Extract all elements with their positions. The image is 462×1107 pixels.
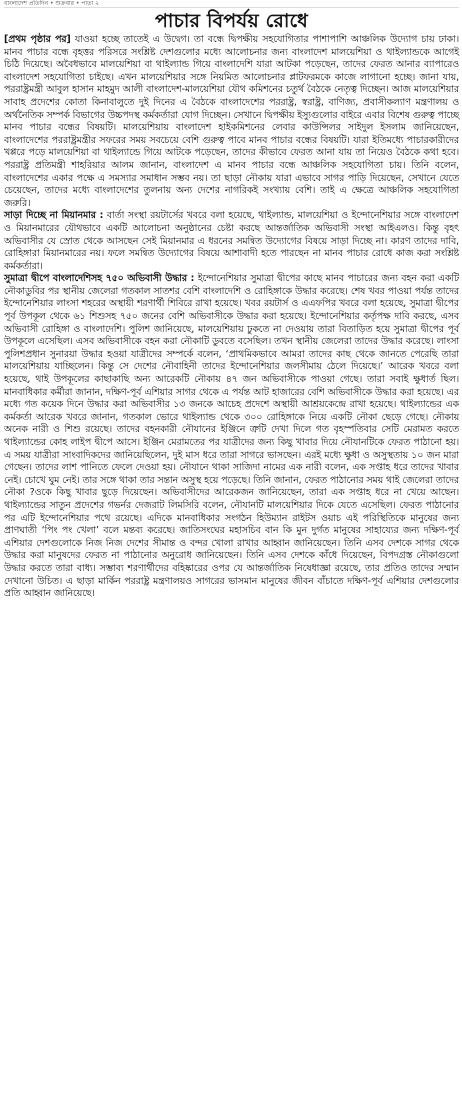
subhead-myanmar: সাড়া দিচ্ছে না মিয়ানমার : — [4, 210, 104, 222]
paragraph-intro — [4, 34, 459, 210]
paragraph-myanmar-text: বার্তা সংস্থা রয়টার্সের খবরে বলা হয়েছে, থাইল্যান্ড, মালয়েশিয়া ও ইন্দোনেশিয়ার সঙ্গে বাংলাদেশ ও মিয়ানমারের যৌথভাবে একটি আলোচনা অনুষ্ঠানের চেষ্টা করছে আন্তর্জাতিক অভিবাসী সংস্থা আইএলও। কিন্তু বৃহৎ অভিবাসীর যে স্রোত থেকে আসছেন সেই মিয়ানমার এ ধরনের সমন্বিত উদ্যোগের বিষয়ে সাড়া দিচ্ছে না। কারণ তাদের দাবি, রোহিঙ্গারা মিয়ানমারের নয়। ফলে সমন্বিত উদ্যোগের বিষয়ে আশাবাদী হতে পারছেন না মানব পাচার রোধে কাজ করা সংশ্লিষ্ট কর্মকর্তারা। — [4, 210, 460, 272]
continuation-marker: [প্রথম পৃষ্ঠার পর] — [4, 34, 71, 45]
subhead-sumatra: সুমাত্রা দ্বীপে বাংলাদেশিসহ ৭৫০ অভিবাসী উদ্ধার : — [4, 273, 195, 285]
page-topline: বাংলাদেশ প্রতিদিন • শুক্রবার • পাতা ২ — [4, 0, 459, 8]
paragraph-myanmar — [4, 210, 459, 273]
paragraph-intro-text: যাওয়া হচ্ছে তাতেই এ উদ্বেগ। তা বন্ধে দ্বিপক্ষীয় সহযোগিতার পাশাপাশি আঞ্চলিক উদ্যোগ চায় ঢাকা। মানব পাচার বন্ধে বৃহত্তর পরিসরে সংশ্লিষ্ট দেশগুলোর মধ্যে আলোচনার জন্য বাংলাদেশ মালয়েশিয়া ও থাইল্যান্ডকে আগেই চিঠি দিয়েছে। অবৈধভাবে মালয়েশিয়া বা থাইল্যান্ড গিয়ে বাংলাদেশি যারা আটকা পড়েছেন, তাদের ফেরত আনার ব্যাপারেও বাংলাদেশ সহযোগিতা চাইছে। এখন মালয়েশিয়ার সঙ্গে নিয়মিত আলোচনার প্লাটফরমকে কাজে লাগানো হচ্ছে। জানা যায়, পররাষ্ট্রমন্ত্রী আবুল হাসান মাহমুদ আলী বাংলাদেশ-মালয়েশিয়া যৌথ কমিশনের চতুর্থ বৈঠকে নেতৃত্ব দিচ্ছেন। আজ মালয়েশিয়ার সাবাহ প্রদেশের কোতা কিনাবালুতে দুই দিনের এ বৈঠকে বাংলাদেশের পররাষ্ট্র, স্বরাষ্ট্র, বাণিজ্য, প্রবাসীকল্যাণ মন্ত্রণালয় ও অর্থনৈতিক সম্পর্ক বিভাগের উচ্চপদস্থ কর্মকর্তারা যোগ দিচ্ছেন। সেখানে দ্বিপক্ষীয় ইস্যুগুলোর বাইরে এবার বিশেষ গুরুত্ব পাচ্ছে মানব পাচার বন্ধের বিষয়টি। মালয়েশিয়ায় বাংলাদেশ হাইকমিশনের লেবার কাউন্সিলর সাইদুল ইসলাম জানিয়েছেন, বাংলাদেশের পররাষ্ট্রমন্ত্রীর সফরের সময় সবচেয়ে বেশি গুরুত্ব পাবে মানব পাচার বন্ধের বিষয়টি। যারা ইতিমধ্যে পাচারকারীদের খপ্পরে পড়ে মালয়েশিয়া বা থাইল্যান্ডে গিয়ে আটকে পড়েছেন, তাদের কীভাবে ফেরত আনা যায় তা নিয়েও বৈঠকে কথা হবে। পররাষ্ট্র প্রতিমন্ত্রী শাহরিয়ার আলম জানান, বাংলাদেশ এ মানব পাচার বন্ধে আঞ্চলিক সহযোগিতা চায়। তিনি বলেন, বাংলাদেশের একার পক্ষে এ সমস্যার সমাধান সম্ভব নয়। তা ছাড়া নৌকায় যারা এভাবে সাগর পাড়ি দিয়েছেন, সেখানে যেতে চেয়েছেন, তাদের মধ্যে বাংলাদেশের তুলনায় অন্য দেশের নাগরিকই সংখ্যায় বেশি। তাই এ ক্ষেত্রে আঞ্চলিক সহযোগিতা জরুরি। — [4, 34, 459, 209]
article-headline: পাচার বিপর্যয় রোধে — [154, 10, 309, 32]
paragraph-sumatra-text: ইন্দোনেশিয়ার সুমাত্রা দ্বীপের কাছে মানব পাচারের জন্য বহন করা একটি নৌকাডুবির পর স্থানীয় জেলেরা গতকাল সাতশর বেশি বাংলাদেশি ও রোহিঙ্গাকে উদ্ধার করেছে। শেষ খবর পাওয়া পর্যন্ত তাদের ইন্দোনেশিয়ার লাংসা শহরের অস্থায়ী শরণার্থী শিবিরে রাখা হয়েছে। খবর রয়টার্স ও এএফপির খবরে বলা হয়েছে, সুমাত্রা দ্বীপের পূর্ব উপকূল থেকে ৬১ শিশুসহ ৭৫০ জনের বেশি অভিবাসীকে উদ্ধার করা হয়েছে। ইন্দোনেশিয়ার কর্তৃপক্ষ দাবি করছে, এসব অভিবাসী রোহিঙ্গা ও বাংলাদেশি। পুলিশ জানিয়েছে, মালয়েশিয়ায় ঢুকতে না দেওয়ায় তারা বিতাড়িত হয়ে সুমাত্রা দ্বীপের পূর্ব উপকূলে এসেছিল। এসব অভিবাসীকে বহন করা নৌকাটি ডুবতে বসেছিল। তখন স্থানীয় জেলেরা তাদের উদ্ধার করেছে। লাংসা পুলিশপ্রধান সুনারয়া উদ্ধার হওয়া যাত্রীদের সম্পর্কে বলেন, ‘প্রাথমিকভাবে আমরা তাদের কাছ থেকে জানতে পেরেছি তারা মালয়েশিয়ায় যাচ্ছিলেন। কিন্তু সে দেশের নৌবাহিনী তাদের ইন্দোনেশিয়ার জলসীমায় ঠেলে দিয়েছে।’ আরেক খবরে বলা হয়েছে, থাই উপকূলের কাছাকাছি অন্য আরেকটি নৌকায় ৪৭ জন অভিবাসীকে পাওয়া গেছে। তারা সবাই ক্ষুধার্ত ছিল। মানবাধিকার কর্মীরা জানান, দক্ষিণ-পূর্ব এশিয়ার সাগর থেকে এ পর্যন্ত আট হাজারের বেশি অভিবাসীকে উদ্ধার করা হয়েছে। এর মধ্যে গত কয়েক দিনে উদ্ধার করা অভিবাসীর ১৩ জনকে আচেহ প্রদেশে অস্থায়ী আশ্রয়কেন্দ্রে রাখা হয়েছে। থাইল্যান্ডের এক কর্মকর্তা আরেক খবরে জানান, গতকাল ভোরে থাইল্যান্ড থেকে ৩০০ রোহিঙ্গাকে নিয়ে একটি নৌকা ছেড়ে গেছে। নৌকায় অনেক নারী ও শিশু রয়েছে। তাদের বহনকারী নৌযানের ইঞ্জিনে ত্রুটি দেখা দিলে গত বৃহস্পতিবার সেটি মেরামত করতে থাইল্যান্ডের কোহ লাইপ দ্বীপে আসে। ইঞ্জিন মেরামতের পর যাত্রীদের জন্য কিছু খাবার দিয়ে নৌযানটিকে ফেরত পাঠানো হয়। এ সময় যাত্রীরা সাংবাদিকদের জানিয়েছিলেন, দুই মাস ধরে তারা সাগরে ভাসছেন। এরই মধ্যে ক্ষুধা ও অসুস্থতায় ১০ জন মারা গেছেন। তাদের লাশ পানিতে ফেলে দেওয়া হয়। নৌযানে থাকা সাজিদা নামের এক নারী বলেন, এক সপ্তাহ ধরে তাদের খাবার নেই। চোখে ঘুম নেই। তার সঙ্গে থাকা তার সন্তান অসুস্থ হয়ে পড়েছে। তিনি জানান, ফেরত পাঠানোর সময় থাই জেলেরা তাদের নৌকা ?ওকে কিছু খাবার ছুড়ে দিয়েছেন। অভিবাসীদের আরেকজন জানিয়েছেন, তারা এক সপ্তাহ ধরে না খেয়ে আছেন। থাইল্যান্ডের সাতুন প্রদেশের গভর্নর দেজরাট লিমসিরি বলেন, নৌযানটি মালয়েশিয়ার দিকে যেতে এসেছিল। ফেরত পাঠানোর পর এটি ইন্দোনেশিয়ার পথে রয়েছে। এদিকে মানবাধিকার সংগঠন হিউম্যান রাইটস ওয়াচ এই পরিস্থিতিকে মানুষের জন্য প্রাণঘাতী ‘পিং পং খেলা’ বলে মন্তব্য করেছে। জাতিসংঘের মহাসচিব বান কি মুন দুর্গত মানুষের সাহায্যের জন্য দক্ষিণ-পূর্ব এশিয়ার দেশগুলোকে নিজ নিজ দেশের সীমান্ত ও বন্দর খোলা রাখার আহ্বান জানিয়েছেন। তিনি এসব দেশকে সাগর থেকে উদ্ধার করা মানুষদের ফেরত না পাঠানোর অনুরোধ জানিয়েছেন। তিনি এসব দেশকে কাঁধে দিয়েছেন, বিপদগ্রস্ত নৌকাগুলো উদ্ধার করতে তারা বাধ্য। সম্ভাব্য শরণার্থীদের বহিষ্কারের ওপর যে আন্তর্জাতিক নিষেধাজ্ঞা রয়েছে, তার প্রতিও তাদের সম্মান দেখানো উচিত। এ ছাড়া মার্কিন পররাষ্ট্র মন্ত্রণালয়ও সাগরের ভাসমান মানুষের জীবন বাঁচাতে দক্ষিণ-পূর্ব এশিয়ার দেশগুলোর প্রতি আহ্বান জানিয়েছে। — [4, 273, 459, 600]
article-body — [4, 34, 459, 601]
paragraph-sumatra — [4, 273, 459, 600]
